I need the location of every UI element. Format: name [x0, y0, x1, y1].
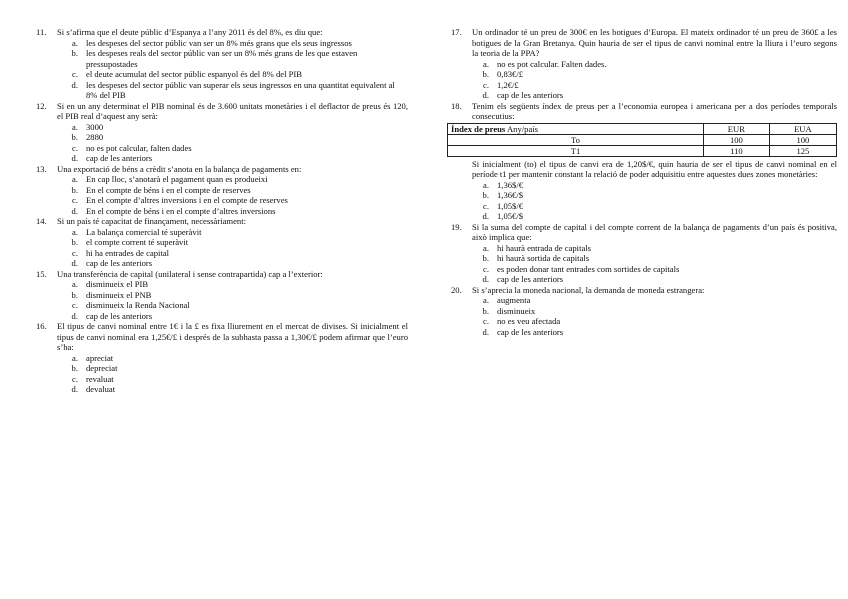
option-text: 1,36€/$: [497, 190, 524, 200]
option-letter: c.: [72, 142, 78, 153]
option-letter: d.: [482, 326, 489, 337]
answer-option: [36, 290, 408, 301]
option-letter: a.: [483, 179, 489, 190]
option-letter: a.: [483, 58, 489, 69]
answer-option: [451, 190, 837, 201]
answer-option: [36, 384, 408, 395]
option-letter: a.: [72, 352, 78, 363]
question-number: 18.: [451, 100, 462, 111]
left-column: [36, 27, 408, 395]
answer-option: [36, 80, 408, 101]
option-letter: c.: [72, 69, 78, 79]
table-header-eur: EUR: [703, 123, 769, 134]
question-20: [451, 285, 837, 338]
answer-option: [36, 300, 408, 311]
option-text: cap de les anteriors: [497, 90, 564, 100]
option-text: 1,05€/$: [497, 211, 524, 221]
question-number: 14.: [36, 216, 47, 226]
cell-eur: 100: [703, 134, 769, 145]
answer-option: [36, 227, 408, 238]
option-letter: b.: [71, 289, 78, 300]
cell-eur: 110: [703, 145, 769, 156]
option-text: 2880: [86, 132, 104, 142]
option-text: 3000: [86, 121, 104, 132]
option-letter: a.: [72, 37, 78, 48]
option-text: En cap lloc, s’anotarà el pagament quan es produeixi: [86, 174, 268, 184]
option-text: el deute acumulat del sector públic espanyol és del 8% del PIB: [86, 69, 302, 79]
question-text: Una transferència de capital (unilateral i sense contrapartida) cap a l’exterior:: [57, 268, 323, 279]
option-letter: d.: [71, 258, 78, 268]
option-text: En el compte d’altres inversions i en el compte de reserves: [86, 195, 288, 205]
answer-option: [36, 174, 408, 185]
question-14: [36, 216, 408, 269]
question-number: 15.: [36, 268, 47, 279]
option-text: no es veu afectada: [497, 316, 561, 326]
row-label: T1: [448, 145, 704, 156]
question-text: Si un país té capacitat de finançament, necessàriament:: [57, 216, 246, 226]
question-text: Si la suma del compte de capital i del compte corrent de la balança de pagaments d’un país és positiva, això implica que:: [472, 221, 837, 242]
answer-option: [36, 48, 408, 69]
question-text: Tenim els següents índex de preus per a l’economia europea i americana per a dos períodes temporals consecutius:: [472, 100, 837, 121]
option-letter: d.: [71, 384, 78, 394]
question-number: 19.: [451, 221, 462, 232]
cell-eua: 125: [769, 145, 836, 156]
question-text: Un ordinador té un preu de 300€ en les botigues d’Europa. El mateix ordinador té un preu de 360£ a les botigues de la Gran Bretanya. Quin hauria de ser el tipus de canvi nominal entre la lliura i l’euro segons la teoria de la PPA?: [472, 27, 837, 58]
option-letter: a.: [483, 295, 489, 305]
question-text: El tipus de canvi nominal entre 1€ i la £ es fixa lliurement en el mercat de divises. Si inicialment el tipus de canvi nominal era 1,25€/£ i després de la subhasta passa a 1,30€/£ podem afirmar que l’euro s’ha:: [57, 321, 408, 352]
question-number: 20.: [451, 284, 462, 295]
question-text: Si en un any determinat el PIB nominal és de 3.600 unitats monetàries i el deflactor de preus és 120, el PIB real d’aquest any serà:: [57, 100, 408, 121]
option-text: En el compte de béns i en el compte d’altres inversions: [86, 205, 276, 216]
answer-option: [451, 201, 837, 212]
question-12: [36, 101, 408, 164]
header-rest-text: Any/país: [505, 123, 539, 134]
option-text: hi haurà entrada de capitals: [497, 242, 592, 253]
answer-option: [451, 90, 837, 101]
answer-option: [36, 38, 408, 49]
option-text: 1,2€/£: [497, 79, 519, 90]
option-letter: c.: [72, 195, 78, 205]
answer-option: [36, 237, 408, 248]
option-letter: c.: [483, 79, 489, 90]
answer-option: [451, 274, 837, 285]
answer-option: [36, 206, 408, 217]
cell-eua: 100: [769, 134, 836, 145]
option-letter: d.: [482, 211, 489, 221]
option-text: revaluat: [86, 373, 114, 384]
answer-option: [36, 185, 408, 196]
table-header-label: [448, 123, 704, 134]
option-letter: c.: [72, 247, 78, 258]
option-letter: b.: [482, 190, 489, 200]
option-text: hi ha entrades de capital: [86, 247, 170, 258]
answer-option: [451, 316, 837, 327]
option-letter: a.: [483, 242, 489, 253]
option-letter: b.: [71, 363, 78, 373]
question-number: 12.: [36, 100, 47, 111]
answer-option: [36, 374, 408, 385]
question-13: [36, 164, 408, 217]
answer-option: [451, 243, 837, 254]
option-text: En el compte de béns i en el compte de reserves: [86, 184, 251, 195]
answer-option: [36, 353, 408, 364]
row-label: To: [448, 134, 704, 145]
option-letter: d.: [71, 153, 78, 163]
table-row: [448, 134, 837, 145]
option-letter: a.: [72, 226, 78, 237]
option-text: les despeses del sector públic van superar els seus ingressos en una quantitat equivalent al 8% del PIB: [86, 79, 395, 100]
option-letter: c.: [72, 373, 78, 384]
answer-option: [36, 248, 408, 259]
option-text: devaluat: [86, 384, 116, 394]
option-letter: a.: [72, 174, 78, 184]
table-header-row: [448, 123, 837, 134]
question-15: [36, 269, 408, 322]
option-text: cap de les anteriors: [86, 258, 153, 268]
option-text: disminueix el PIB: [86, 279, 149, 289]
option-letter: b.: [482, 253, 489, 263]
option-text: augmenta: [497, 295, 531, 305]
option-letter: d.: [71, 205, 78, 216]
answer-option: [451, 306, 837, 317]
option-letter: b.: [71, 48, 78, 58]
answer-option: [36, 153, 408, 164]
option-text: disminueix: [497, 305, 536, 316]
answer-option: [451, 327, 837, 338]
option-text: el compte corrent té superàvit: [86, 237, 189, 247]
answer-option: [451, 180, 837, 191]
header-bold-text: Índex de preus: [451, 123, 506, 134]
option-text: 1,36$/€: [497, 179, 524, 190]
question-number: 16.: [36, 321, 47, 331]
question-text: Si s’afirma que el deute públic d’Espanya a l’any 2011 és del 8%, es diu que:: [57, 27, 323, 37]
answer-option: [451, 295, 837, 306]
answer-option: [36, 143, 408, 154]
option-letter: d.: [71, 310, 78, 321]
question-number: 17.: [451, 27, 462, 37]
question-11: [36, 27, 408, 101]
option-letter: a.: [72, 121, 78, 132]
option-letter: d.: [71, 79, 78, 90]
option-text: cap de les anteriors: [497, 326, 564, 337]
answer-option: [36, 69, 408, 80]
option-text: 1,05$/€: [497, 200, 524, 211]
option-letter: c.: [483, 263, 489, 274]
option-text: 0,83€/£: [497, 69, 524, 79]
option-text: cap de les anteriors: [86, 153, 153, 163]
option-text: apreciat: [86, 352, 114, 363]
answer-option: [36, 311, 408, 322]
option-text: les despeses reals del sector públic van ser un 8% més grans de les que estaven pressupostades: [86, 48, 358, 69]
option-letter: a.: [72, 279, 78, 289]
question-number: 11.: [36, 27, 47, 37]
option-letter: c.: [483, 316, 489, 326]
answer-option: [451, 80, 837, 91]
option-text: disminueix el PNB: [86, 289, 152, 300]
option-letter: b.: [71, 184, 78, 195]
option-text: no es pot calcular, falten dades: [86, 142, 192, 153]
answer-option: [451, 264, 837, 275]
answer-option: [451, 253, 837, 264]
answer-option: [451, 211, 837, 222]
right-column: [451, 27, 837, 337]
price-index-table: [447, 123, 837, 157]
option-text: La balança comercial té superàvit: [86, 226, 202, 237]
option-letter: b.: [71, 237, 78, 247]
answer-option: [36, 279, 408, 290]
question-text: Si s’aprecia la moneda nacional, la demanda de moneda estrangera:: [472, 284, 705, 295]
option-letter: c.: [483, 200, 489, 211]
answer-option: [36, 195, 408, 206]
option-text: hi haurà sortida de capitals: [497, 253, 590, 263]
question-16: [36, 321, 408, 395]
answer-option: [36, 258, 408, 269]
question-text: Una exportació de béns a crèdit s’anota en la balança de pagaments en:: [57, 163, 302, 174]
answer-option: [451, 69, 837, 80]
option-text: depreciat: [86, 363, 118, 373]
option-letter: c.: [72, 300, 78, 310]
option-text: les despeses del sector públic van ser un 8% més grans que els seus ingressos: [86, 37, 352, 48]
option-letter: b.: [482, 69, 489, 79]
question-number: 13.: [36, 163, 47, 174]
table-row: [448, 145, 837, 156]
question-19: [451, 222, 837, 285]
answer-option: [36, 363, 408, 374]
option-letter: d.: [482, 90, 489, 100]
option-letter: b.: [71, 132, 78, 142]
option-text: disminueix la Renda Nacional: [86, 300, 190, 310]
question-17: [451, 27, 837, 101]
option-text: cap de les anteriors: [497, 274, 564, 284]
option-letter: d.: [482, 274, 489, 284]
answer-option: [36, 122, 408, 133]
option-text: es poden donar tant entrades com sortides de capitals: [497, 263, 680, 274]
option-text: cap de les anteriors: [86, 310, 153, 321]
question-18: [451, 101, 837, 222]
question-followup-text: Si inicialment (to) el tipus de canvi era de 1,20$/€, quin hauria de ser el tipus de canvi nominal en el període t1 per mantenir constant la relació de poder adquisitiu entre aquestes dues zones monetàries:: [472, 158, 837, 179]
answer-option: [451, 59, 837, 70]
answer-option: [36, 132, 408, 143]
option-text: no es pot calcular. Falten dades.: [497, 58, 607, 69]
table-header-eua: EUA: [769, 123, 836, 134]
option-letter: b.: [482, 305, 489, 316]
